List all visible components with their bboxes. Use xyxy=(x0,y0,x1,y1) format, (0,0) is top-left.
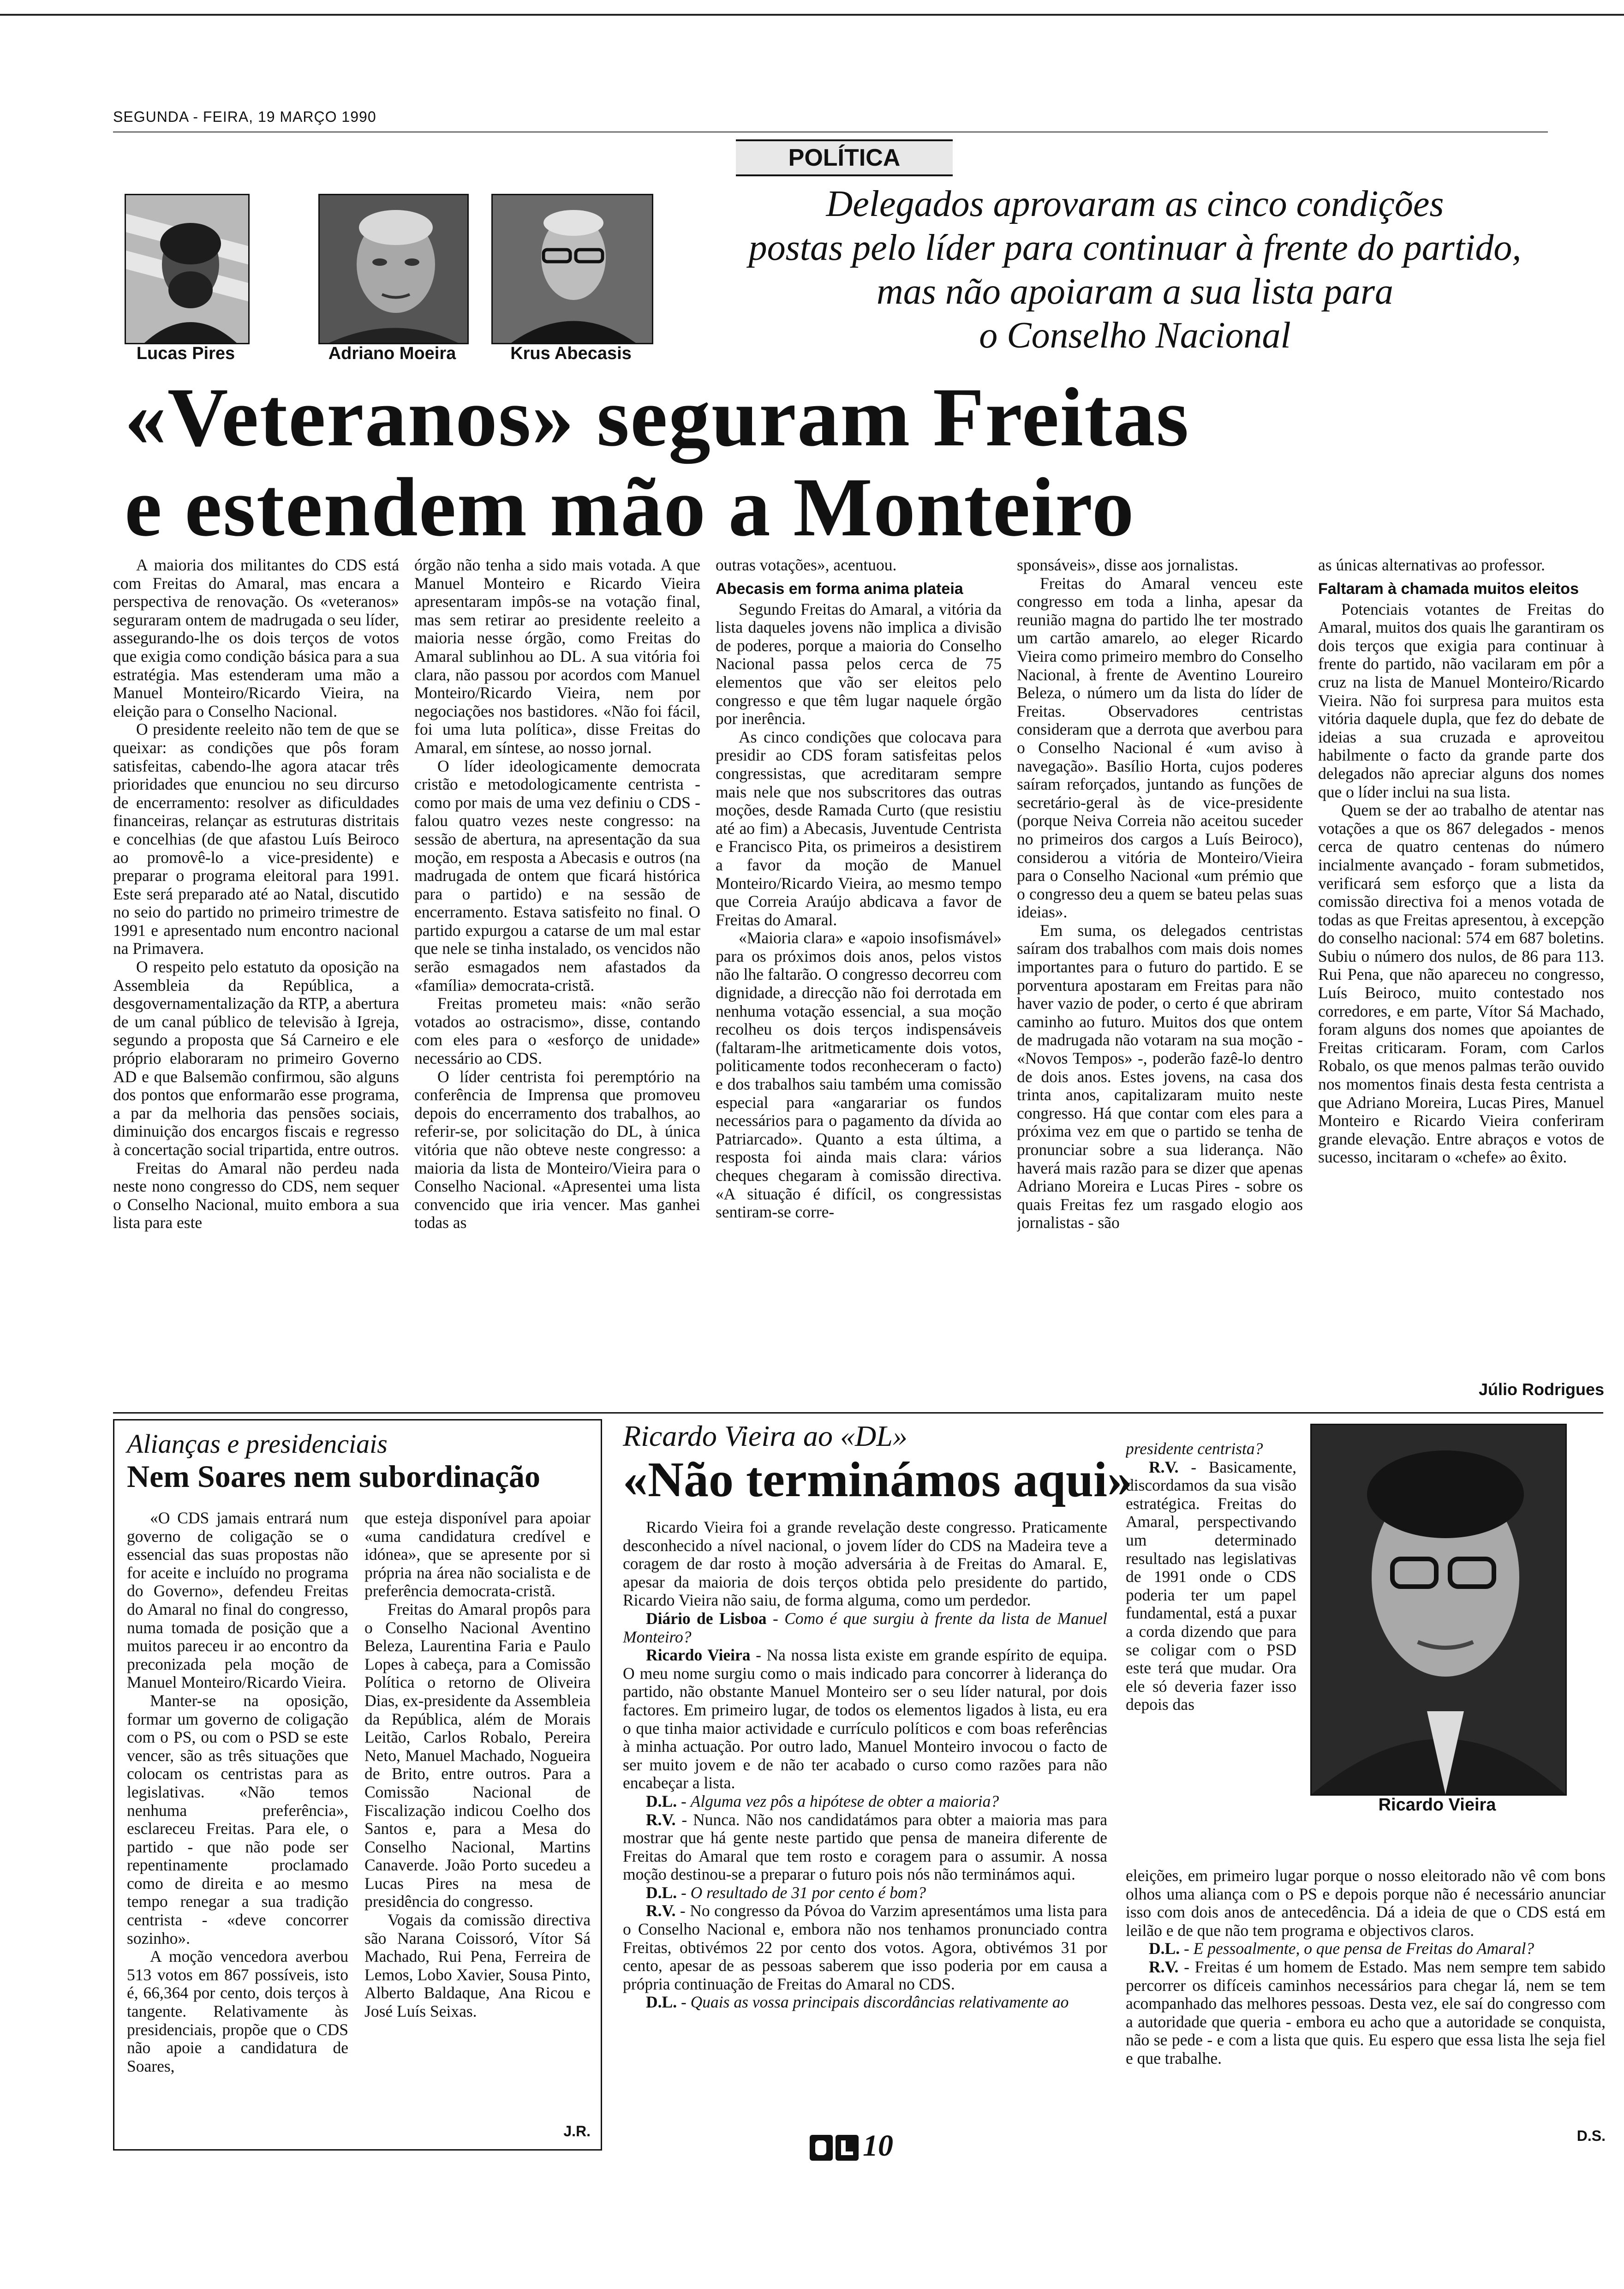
speaker-label: R.V. xyxy=(646,1810,676,1829)
headline-line-2: e estendem mão a Monteiro xyxy=(125,461,1135,554)
interview-body xyxy=(623,1518,1107,2146)
page-number: 10 xyxy=(863,2129,893,2163)
paragraph: Em suma, os delegados centristas saíram dos trabalhos com mais dois nomes importantes para o futuro do partido. E se porventura apostaram em Freitas para não haver vazio de poder, o certo é que abriram caminho ao futuro. Muitos dos que ontem de madrugada não votaram na sua moção - «Novos Tempos» -, poderão fazê-lo dentro de dois anos. Estes jovens, na casa dos trinta anos, capitalizaram muito neste congresso. Há que contar com eles para a próxima vez em que o partido se tenha de pronunciar sobre a sua liderança. Não haverá mais razão para se dizer que apenas Adriano Moreira e Lucas Pires - sobre os quais Freitas fez um rasgado elogio aos jornalistas - são xyxy=(1017,921,1303,1232)
article-column-1 xyxy=(113,556,399,1401)
interview-question: Diário de Lisboa - Como é que surgiu à frente da lista de Manuel Monteiro? xyxy=(623,1609,1107,1646)
photo-krus-abecasis xyxy=(491,194,653,344)
paragraph: As cinco condições que colocava para presidir ao CDS foram satisfeitas pelos congressistas, que acreditaram sempre mais nele que nos subscritores das outras moções, desde Ramada Curto (que resistiu até ao fim) a Abecasis, Juventude Centrista e Francisco Pita, os primeiros a desistirem a favor da moção de Manuel Monteiro/Ricardo Vieira, ao mesmo tempo que Correia Araújo abdicava a favor de Freitas do Amaral. xyxy=(716,727,1002,929)
qa-text: No congresso da Póvoa do Varzim apresentámos uma lista para o Conselho Nacional e, embora não nos tenhamos pronunciado contra Freitas, obtivémos 22 por cento dos votos. Agora, obtivémos 31 por cento, apesar de as pessoas saberem que isso poderia por em causa a própria continuação de Freitas do Amaral no CDS. xyxy=(623,1901,1107,1993)
interview-signature: D.S. xyxy=(1576,2127,1606,2144)
qa-text: Na nossa lista existe em grande espírito de equipa. O meu nome surgiu como o mais indicado para concorrer à liderança do partido, não obstante Manuel Monteiro ser o seu líder natural, por dois factores. Em primeiro lugar, de todos os elementos ligados à lista, eu era o que tinha maior actividade e currículo políticos e com boas referências à minha actuação. Por outro lado, Manuel Monteiro invocou o facto de ser muito jovem e de não ter acabado o curso como razões para não encabeçar a lista. xyxy=(623,1646,1107,1792)
paragraph: órgão não tenha a sido mais votada. A que Manuel Monteiro e Ricardo Vieira apresentaram impôs-se na votação final, mas sem retirar ao presidente reeleito a maioria nesse órgão, como Freitas do Amaral sublinhou ao DL. A sua vitória foi clara, não passou por acordos com Manuel Monteiro/Ricardo Vieira, nem por negociações nos bastidores. «Não foi fácil, foi uma luta política», disse Freitas do Amaral, em síntese, ao nosso jornal. xyxy=(414,556,700,757)
portrait-image xyxy=(126,195,248,343)
paragraph: Freitas do Amaral venceu este congresso em toda a linha, apesar da reunião magna do partido lhe ter mostrado um cartão amarelo, ao eleger Ricardo Vieira como primeiro membro do Conselho Nacional, à frente de Aventino Loureiro Beleza, o número um da lista do líder de Freitas. Observadores centristas consideram que a derrota que averbou para o Conselho Nacional é «um aviso à navegação». Basílio Horta, cujos poderes saíram reforçados, juntando as funções de secretário-geral às de vice-presidente (porque Neiva Correia não aceitou suceder no primeiros dos cargos a Luís Beiroco), considerou a vitória de Monteiro/Vieira para o Conselho Nacional «um prémio que o congresso deu a quem se bateu pelas suas ideias». xyxy=(1017,574,1303,922)
paragraph: O líder ideologicamente democrata cristão e metodologicamente centrista - como por mais de uma vez definiu o CDS - falou quatro vezes neste congresso: na sessão de abertura, na apresentação da sua moção, em resposta a Abecasis e outros (na madrugada de ontem que ficará histórica para o partido) e na sessão de encerramento. Estava satisfeito no final. O partido expurgou a catarse de um mal estar que nele se tinha instalado, os vencidos não serão esmagados nem afastados da «família» democrata-cristã. xyxy=(414,756,700,995)
portrait-image xyxy=(320,195,467,343)
speaker-label: D.L. xyxy=(1149,1939,1180,1958)
section-label: POLÍTICA xyxy=(736,141,953,174)
deck-line: postas pelo líder para continuar à frente do partido, xyxy=(748,228,1522,268)
subheading-abecasis: Abecasis em forma anima plateia xyxy=(716,580,963,598)
interview-answer xyxy=(1126,1867,1606,1940)
box-headline: Nem Soares nem subordinação xyxy=(127,1459,540,1494)
paragraph: Vogais da comissão directiva são Narana Coissoró, Vítor Sá Machado, Rui Pena, Ferreira de Lemos, Lobo Xavier, Sousa Pinto, Alberto Baldaque, Ana Ricou e José Luís Seixas. xyxy=(364,1911,591,2021)
caption-photo-3: Krus Abecasis xyxy=(510,344,632,363)
interview-kicker: Ricardo Vieira ao «DL» xyxy=(623,1420,908,1452)
interview-qa-right-top xyxy=(1126,1440,1296,1714)
interview-lead: Ricardo Vieira foi a grande revelação deste congresso. Praticamente desconhecido a nível nacional, o jovem líder do CDS na Madeira teve a coragem de dar rosto à moção adversária à de Freitas do Amaral. E, apesar da maioria de dois terços obtida pelo presidente do partido, Ricardo Vieira não saiu, de forma alguma, como um perdedor. xyxy=(623,1518,1107,1610)
box-column-1 xyxy=(127,1509,348,2141)
speaker-label: R.V. xyxy=(1149,1957,1179,1976)
interview-question: D.L. - Alguma vez pôs a hipótese de obter a maioria? xyxy=(646,1792,999,1810)
photo-adriano-moreira xyxy=(318,194,469,344)
qa-text: Quais as vossa principais discordâncias relativamente ao xyxy=(690,1993,1069,2012)
paragraph: Freitas prometeu mais: «não serão votados ao ostracismo», disse, contando com eles para o «esforço de unidade» necessário ao CDS. xyxy=(414,994,700,1068)
interview-answer: R.V. - Basicamente, discordamos da sua visão estratégica. Freitas do Amaral, perspectivando um determinado resultado nas legislativas de 1991 onde o CDS poderia ter um papel fundamental, está a puxar a corda dizendo que para se coligar com o PSD este terá que mudar. Ora ele só deveria fazer isso depois das xyxy=(1126,1457,1296,1714)
paragraph: Freitas do Amaral propôs para o Conselho Nacional Aventino Beleza, Laurentina Faria e Paulo Lopes à cabeça, para a Comissão Política o retorno de Oliveira Dias, ex-presidente da Assembleia da República, além de Morais Leitão, Carlos Robalo, Pereira Neto, Manuel Machado, Nogueira de Brito, entre outros. Para a Comissão Nacional de Fiscalização indicou Coelho dos Santos e, para a Mesa do Conselho Nacional, Martins Canaverde. João Porto sucedeu a Lucas Pires na mesa de presidência do congresso. xyxy=(364,1600,591,1911)
article-column-3 xyxy=(716,556,1002,1401)
interview-qa-left xyxy=(623,1610,1107,2012)
interview-answer: R.V. - No congresso da Póvoa do Varzim apresentámos uma lista para o Conselho Nacional e, embora não nos tenhamos pronunciado contra Freitas, obtivémos 22 por cento dos votos. Agora, obtivémos 31 por cento, apesar de as pessoas saberem que isso poderia por em causa a própria continuação de Freitas do Amaral no CDS. xyxy=(623,1901,1107,1993)
speaker-label: Ricardo Vieira xyxy=(646,1646,751,1665)
section-divider xyxy=(113,1412,1603,1414)
interview-question: D.L. - Quais as vossa principais discordâncias relativamente ao xyxy=(646,1993,1069,2012)
article-column-5 xyxy=(1318,556,1604,1378)
paragraph: A maioria dos militantes do CDS está com Freitas do Amaral, mas encara a perspectiva de renovação. Os «veteranos» seguraram ontem de madrugada o seu líder, assegurando-lhe os dois terços de votos que exigia como condição básica para a sua estratégia. Mas estenderam uma mão a Manuel Monteiro/Ricardo Vieira, na eleição para o Conselho Nacional. xyxy=(113,556,399,720)
paragraph: A moção vencedora averbou 513 votos em 867 possíveis, isto é, 66,364 por cento, dois terços à tangente. Relativamente às presidenciais, propõe que o CDS não apoie a candidatura de Soares, xyxy=(127,1947,348,2075)
interview-answer: R.V. - Nunca. Não nos candidatámos para obter a maioria mas para mostrar que há gente neste partido que pensa de maneira diferente de Freitas do Amaral que tem rosto e coragem para o assumir. A nossa moção destinou-se a preparar o futuro pois nós não terminámos aqui. xyxy=(623,1810,1107,1884)
photo-ricardo-vieira xyxy=(1310,1424,1567,1796)
portrait-image xyxy=(493,195,652,343)
subheading-faltaram: Faltaram à chamada muitos eleitos xyxy=(1318,580,1579,598)
paragraph: que esteja disponível para apoiar «uma candidatura credível e idónea», que se apresente por si própria na área não socialista e de preferência democrata-cristã. xyxy=(364,1509,591,1600)
paragraph: Manter-se na oposição, formar um governo de coligação com o PS, ou com o PSD se este vencer, são as três situações que colocam os centristas para as legislativas. «Não temos nenhuma preferência», esclareceu Freitas. Para ele, o partido - que não pode ser repentinamente proclamado como de direita e ao mesmo tempo renegar a sua tradição centrista - «deve concorrer sozinho». xyxy=(127,1691,348,1947)
qa-text: Basicamente, discordamos da sua visão estratégica. Freitas do Amaral, perspectivando um determinado resultado nas legislativas de 1991 onde o CDS poderia ter um papel fundamental, está a puxar a corda dizendo que para se coligar com o PSD este terá que mudar. Ora ele só deveria fazer isso depois das xyxy=(1126,1457,1296,1714)
speaker-label: Diário de Lisboa xyxy=(646,1609,767,1628)
qa-text: O resultado de 31 por cento é bom? xyxy=(690,1883,926,1902)
paragraph: Freitas do Amaral não perdeu nada neste nono congresso do CDS, nem sequer o Conselho Nacional, muito embora a sua lista para este xyxy=(113,1158,399,1232)
paragraph: O presidente reeleito não tem de que se queixar: as condições que pôs foram satisfeitas, cabendo-lhe agora atacar três prioridades que enunciou no seu dircurso de encerramento: resolver as dificuldades financeiras, relançar as estruturas distritais e concelhias (de que afastou Luís Beiroco ao promovê-lo a vice-presidente) e preparar o programa eleitoral para 1991. Este será preparado até ao Natal, discutido no seio do partido no primeiro trimestre de 1991 e apresentado num encontro nacional na Primavera. xyxy=(113,720,399,958)
qa-text: eleições, em primeiro lugar porque o nosso eleitorado não vê com bons olhos uma aliança com o PS e depois porque não é necessário anunciar isso com dois anos de antecedência. Dá a ideia de que o CDS está em leilão e de que não tem programa e objectivos claros. xyxy=(1126,1867,1606,1940)
speaker-label: D.L. xyxy=(646,1993,677,2012)
paragraph: O respeito pelo estatuto da oposição na Assembleia da República, a desgovernamentalização da RTP, a abertura de um canal público de televisão à Igreja, segundo a proposta que Sá Carneiro e ele próprio elaboraram no primeiro Governo AD e que Balsemão confirmou, são alguns dos pontos que enformarão esse programa, a par da melhoria das pensões sociais, diminuição dos encargos fiscais e regresso à concertação social tripartida, entre outros. xyxy=(113,958,399,1159)
byline: Júlio Rodrigues xyxy=(1478,1380,1604,1399)
interview-qa-right-bottom xyxy=(1126,1867,1606,2068)
dateline: SEGUNDA - FEIRA, 19 MARÇO 1990 xyxy=(113,108,376,125)
headline-line-1: «Veteranos» seguram Freitas xyxy=(125,371,1190,464)
qa-text: presidente centrista? xyxy=(1126,1440,1263,1458)
interview-headline: «Não terminámos aqui» xyxy=(623,1452,1132,1507)
deck-line: o Conselho Nacional xyxy=(979,315,1291,356)
photo-lucas-pires xyxy=(125,194,250,344)
paragraph: sponsáveis», disse aos jornalistas. xyxy=(1017,556,1239,574)
paragraph: outras votações», acentuou. xyxy=(716,556,897,574)
box-signature: J.R. xyxy=(563,2123,591,2139)
qa-text: Como é que surgiu à frente da lista de Manuel Monteiro? xyxy=(623,1609,1107,1646)
interview-question xyxy=(1126,1440,1296,1458)
box-column-2 xyxy=(364,1509,591,2123)
interview-question: D.L. - E pessoalmente, o que pensa de Freitas do Amaral? xyxy=(1149,1939,1534,1958)
speaker-label: R.V. xyxy=(1149,1457,1179,1476)
paragraph: Potenciais votantes de Freitas do Amaral, muitos dos quais lhe garantiram os dois terços que exigia para continuar à frente do partido, não vacilaram em pôr a cruz na lista de Manuel Monteiro/Ricardo Vieira. Não foi surpresa para muitos esta vitória daquele dupla, que fez do debate de ideias a sua cruzada e aproveitou habilmente o facto da grande parte dos delegados não apreciar alguns dos nomes que o líder inclui na sua lista. xyxy=(1318,599,1604,801)
paragraph: as únicas alternativas ao professor. xyxy=(1318,556,1545,574)
interview-question: D.L. - O resultado de 31 por cento é bom? xyxy=(646,1883,926,1902)
top-rule xyxy=(0,14,1624,16)
caption-photo-1: Lucas Pires xyxy=(136,344,235,363)
paragraph: «O CDS jamais entrará num governo de coligação se o essencial das suas propostas não for aceite e incluído no programa do Governo», defendeu Freitas do Amaral no final do congresso, numa tomada de posição que a muitos pareceu ir ao encontro da preconizada pela moção de Manuel Monteiro/Ricardo Vieira. xyxy=(127,1509,348,1692)
deck xyxy=(683,182,1587,358)
speaker-label: D.L. xyxy=(646,1883,677,1902)
portrait-image xyxy=(1312,1425,1565,1794)
interview-answer: Ricardo Vieira - Na nossa lista existe em grande espírito de equipa. O meu nome surgiu como o mais indicado para concorrer à liderança do partido, não obstante Manuel Monteiro ser o seu líder natural, por dois factores. Em primeiro lugar, de todos os elementos ligados à lista, eu era o que tinha maior actividade e currículo políticos e com boas referências à minha actuação. Por outro lado, Manuel Monteiro invocou o facto de ser muito jovem e de não ter acabado o curso como razões para não encabeçar a lista. xyxy=(623,1646,1107,1792)
paragraph: Segundo Freitas do Amaral, a vitória da lista daqueles jovens não implica a divisão de poderes, porque a maioria do Conselho Nacional passa pelos cerca de 75 elementos que vão ser eleitos pelo congresso e que têm lugar naquele órgão por inerência. xyxy=(716,599,1002,728)
article-column-2 xyxy=(414,556,700,1401)
deck-line: mas não apoiaram a sua lista para xyxy=(876,271,1394,312)
qa-text: Nunca. Não nos candidatámos para obter a maioria mas para mostrar que há gente neste partido que pensa de maneira diferente de Freitas do Amaral que tem rosto e coragem para o assumir. A nossa moção destinou-se a preparar o futuro pois nós não terminámos aqui. xyxy=(623,1810,1107,1884)
qa-text: E pessoalmente, o que pensa de Freitas do Amaral? xyxy=(1193,1939,1534,1958)
paragraph: «Maioria clara» e «apoio insofismável» para os próximos dois anos, pelos vistos não lhe faltarão. O congresso decorreu com dignidade, a direcção não foi derrotada em nenhuma votação essencial, a sua moção recolheu os dois terços indispensáveis (faltaram-lhe aritmeticamente dois votos, politicamente todos reconheceram o facto) e dos trabalhos saiu também uma comissão especial para «angarariar os fundos necessários para o pagamento da dívida ao Patriarcado». Quanto a esta última, a resposta foi ainda mais clara: vários cheques chegaram à comissão directiva. «A situação é difícil, os congressistas sentiram-se corre- xyxy=(716,929,1002,1222)
qa-text: Alguma vez pôs a hipótese de obter a maioria? xyxy=(690,1792,999,1810)
interview-answer: R.V. - Freitas é um homem de Estado. Mas nem sempre tem sabido percorrer os difíceis caminhos necessários para chegar lá, nem se tem acompanhado das melhores pessoas. Desta vez, ele saí do congresso com a autoridade que queria - embora eu acho que a autoridade se conquista, não se pede - e com a lista que quis. Eu espero que essa lista lhe seja fiel e que trabalhe. xyxy=(1126,1957,1606,2067)
caption-photo-2: Adriano Moeira xyxy=(328,344,456,363)
paragraph: Quem se der ao trabalho de atentar nas votações a que os 867 delegados - menos cerca de quatro centenas do número incialmente avançado - foram submetidos, verificará sem esforço que a lista da comissão directiva foi a menos votada de todas as que Freitas apresentou, à excepção do conselho nacional: 574 em 687 boletins. Subiu o número dos nulos, de 86 para 113. Rui Pena, que não apareceu no congresso, Luís Beiroco, muito contestado nos corredores, e em parte, Vítor Sá Machado, foram alguns dos nomes que apoiantes de Freitas criticaram. Foram, com Carlos Robalo, os que menos palmas terão ouvido nos momentos finais desta festa centrista a que Adriano Moreira, Lucas Pires, Manuel Monteiro e Ricardo Vieira conferiram grande elevação. Entre abraços e votos de sucesso, incitaram o «chefe» ao êxito. xyxy=(1318,801,1604,1167)
paragraph: O líder centrista foi peremptório na conferência de Imprensa que promoveu depois do encerramento dos trabalhos, ao referir-se, por solicitação do DL, à única vitória que não obteve neste congresso: a maioria da lista de Monteiro/Vieira para o Conselho Nacional. «Apresentei uma lista convencido que iria vencer. Mas ganhei todas as xyxy=(414,1067,700,1232)
box-kicker: Alianças e presidenciais xyxy=(127,1429,388,1459)
qa-text: Freitas é um homem de Estado. Mas nem sempre tem sabido percorrer os difíceis caminhos necessários para chegar lá, nem se tem acompanhado das melhores pessoas. Desta vez, ele saí do congresso com a autoridade que queria - embora eu acho que a autoridade se conquista, não se pede - e com a lista que quis. Eu espero que essa lista lhe seja fiel e que trabalhe. xyxy=(1126,1957,1606,2067)
speaker-label: R.V. xyxy=(646,1901,676,1920)
speaker-label: D.L. xyxy=(646,1792,677,1810)
interview-bottom-right xyxy=(1126,1867,1606,2125)
interview-side-column xyxy=(1126,1440,1296,1864)
article-column-4 xyxy=(1017,556,1303,1401)
caption-ricardo-vieira: Ricardo Vieira xyxy=(1378,1795,1496,1815)
deck-line: Delegados aprovaram as cinco condições xyxy=(826,184,1444,224)
